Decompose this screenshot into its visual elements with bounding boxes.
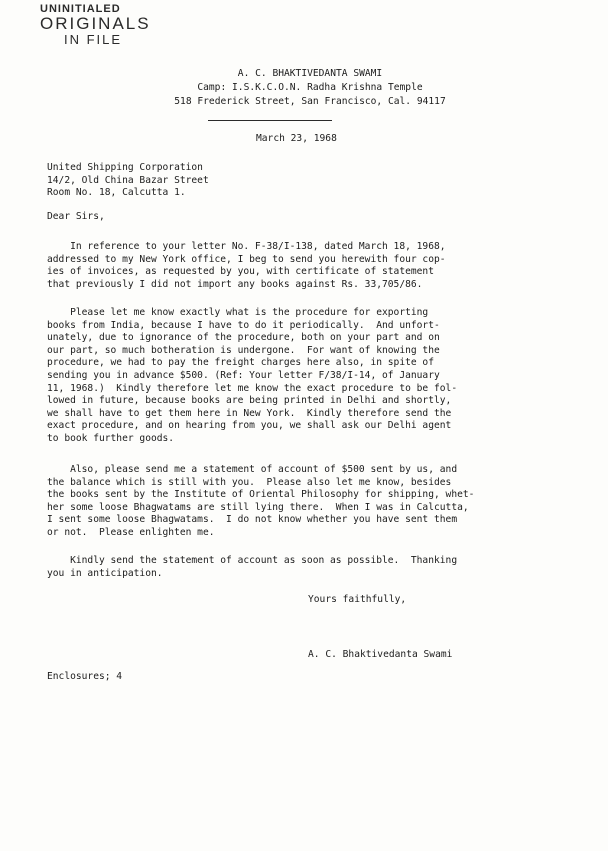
recipient-line-3: Room No. 18, Calcutta 1. <box>47 187 186 199</box>
sender-name: A. C. BHAKTIVEDANTA SWAMI <box>237 68 383 79</box>
recipient-line-1: United Shipping Corporation <box>47 162 203 173</box>
paragraph-closing-request: Kindly send the statement of account as soon as possible. Thanking you in anticipation. <box>47 555 458 579</box>
paragraph-reference: In reference to your letter No. F-38/I-138, dated March 18, 1968, addressed to my New York office, I beg to send you herewith four cop- ies of invoices, as requested by you, with certificate of statement that previously I did not import any books against Rs. 33,705/86. <box>47 241 446 290</box>
stamp-line-3: IN FILE <box>64 32 123 47</box>
recipient-address <box>47 162 209 200</box>
letterhead <box>110 67 510 109</box>
paragraph-statement: Also, please send me a statement of account of $500 sent by us, and the balance which is still with you. Please also let me know, besides the books sent by the Institute of Oriental Philosophy for shipping, whet- her some loose Bhagwatams are still lying there. When I was in Calcutta, I sent some loose Bhagwatams. I do not know whether you have sent them or not. Please enlighten me. <box>47 464 475 538</box>
recipient-line-2: 14/2, Old China Bazar Street <box>47 174 209 186</box>
sender-camp: Camp: I.S.K.C.O.N. Radha Krishna Temple <box>197 82 423 93</box>
signature-name: A. C. Bhaktivedanta Swami <box>308 649 453 660</box>
complimentary-close: Yours faithfully, <box>308 594 407 605</box>
enclosures-note: Enclosures; 4 <box>47 671 123 682</box>
letterhead-divider <box>208 120 332 121</box>
letter-date: March 23, 1968 <box>256 133 337 144</box>
stamp-line-1: UNINITIALED <box>40 3 121 15</box>
paragraph-procedure: Please let me know exactly what is the procedure for exporting books from India, because I have to do it periodically. And unfort- unately, due to ignorance of the procedure, both on your part and on our part, so much botheration is undergone. For want of knowing the procedure, we had to pay the freight charges here also, in spite of sending you in advance $500. (Ref: Your letter F/38/I-14, of January 11, 1968.) Kindly therefore let me know the exact procedure to be fol- lowed in future, because books are being printed in Delhi and shortly, we shall have to get them here in New York. Kindly therefore send the exact procedure, and on hearing from you, we shall ask our Delhi agent to book further goods. <box>47 307 458 444</box>
salutation: Dear Sirs, <box>47 211 105 222</box>
stamp-line-2: ORIGINALS <box>40 14 151 33</box>
archive-stamp <box>40 3 170 47</box>
sender-address: 518 Frederick Street, San Francisco, Cal. 94117 <box>174 96 446 107</box>
